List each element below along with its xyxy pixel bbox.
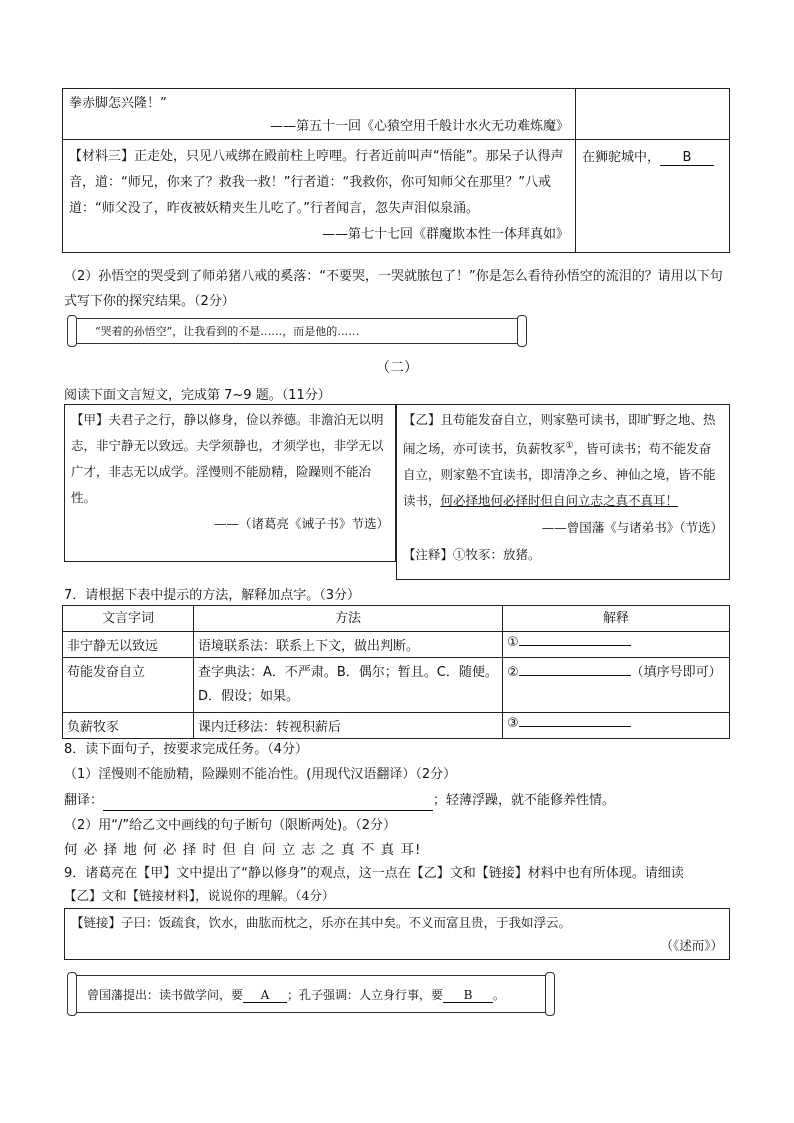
question-8-title: 8．读下面句子，按要求完成任务。（4分）: [64, 742, 309, 757]
q7-mark-2: ②: [507, 665, 519, 680]
material-row1-text: 拳赤脚怎兴隆！”: [69, 96, 167, 111]
q7-word-3: 负薪牧豕: [63, 713, 194, 739]
passage-jia-source: ——（诸葛亮《诫子书》节选）: [213, 516, 389, 531]
scroll-mid: ；孔子强调：人立身行事，要: [287, 988, 444, 1002]
translate-label: 翻译：: [64, 793, 104, 808]
q7-answer-3[interactable]: [503, 713, 730, 739]
scroll-blank-b[interactable]: B: [443, 988, 493, 1003]
material-row2-left: [63, 140, 576, 253]
question-8-sub1: （1）淫慢则不能励精，险躁则不能冶性。(用现代汉语翻译）（2分）: [64, 767, 457, 782]
answer-prefix: 在狮驼城中，: [582, 150, 661, 165]
question-9-title-1: 9．诸葛亮在【甲】文中提出了“静以修身”的观点，这一点在【乙】文和【链接】材料中也有所体现。请细读: [64, 866, 684, 881]
section-heading: （二）: [376, 360, 418, 376]
scroll-prefix: 曾国藩提出：读书做学问，要: [87, 988, 244, 1002]
q7-method-1: 语境联系法：联系上下文，做出判断。: [194, 632, 503, 658]
sentence-to-punctuate: 何 必 择 地 何 必 择 时 但 自 问 立 志 之 真 不 真 耳!: [64, 842, 422, 858]
passage-jia-text: 【甲】夫君子之行，静以修身，俭以养德。非澹泊无以明志，非宁静无以致远。夫学须静也，才须学也，非学无以广才，非志无以成学。淫慢则不能励精，险躁则不能冶性。: [71, 412, 384, 505]
material-row2-right: [576, 140, 730, 253]
scroll-blank-a[interactable]: A: [243, 988, 287, 1003]
q7-header-word: 文言字词: [63, 606, 194, 632]
note-mark: ①: [565, 441, 574, 451]
material-row1-left: [63, 89, 576, 140]
passage-yi-source: ——曾国藩《与诸弟书》（节选）: [541, 520, 723, 536]
table-row: [63, 713, 730, 739]
passage-yi-underlined: 何必择地何必择时但自问立志之真不真耳！: [440, 493, 679, 509]
material-row1-source: ——第五十一回《心猿空用千般计水火无功难炼魔》: [269, 119, 569, 134]
table-row: [63, 632, 730, 658]
q7-header-explain: 解释: [503, 606, 730, 632]
question-2-text: （2）孙悟空的哭受到了师弟猪八戒的奚落：“不要哭，一哭就脓包了！”你是怎么看待孙悟空的流泪的？请用以下句式写下你的探究结果。（2分）: [64, 269, 723, 309]
question-9-title-2: 【乙】文和【链接材料】，说说你的理解。（4分）: [64, 888, 335, 903]
question-8-sub2: （2）用“/”给乙文中画线的句子断句（限断两处)。（2分）: [64, 818, 396, 833]
material-three-text: 【材料三】正走处，只见八戒绑在殿前柱上哼哩。行者近前叫声“悟能”。那呆子认得声音，道：“师兄，你来了？救我一救！”行者道：“我救你，你可知师父在那里？”八戒道：“师父没了，昨夜被妖精夹生儿吃了。”行者闻言，忽失声泪似泉涌。: [69, 149, 564, 216]
passage-yi-text-2: ，皆可读书；苟不能发奋自立，则家塾不宜读书，即清净之乡、神仙之境，皆不能读书，: [403, 441, 716, 509]
q7-method-3: 课内迁移法：转视积薪后: [194, 713, 503, 739]
answer-blank-b[interactable]: B: [660, 150, 714, 166]
q7-header-method: 方法: [194, 606, 503, 632]
question-7-title: 7．请根据下表中提示的方法，解释加点字。（3分）: [64, 588, 361, 603]
passage-yi-text-1: 【乙】且苟能发奋自立，则家塾可读书，即旷野之地、热闹之场，亦可读书，负薪牧豕: [403, 412, 716, 457]
section-intro: 阅读下面文言短文，完成第 7~9 题。（11分）: [64, 388, 331, 403]
material-row1-right: [576, 89, 730, 140]
link-material-text: 【链接】子曰：饭疏食，饮水，曲肱而枕之，乐亦在其中矣。不义而富且贵，于我如浮云。: [71, 915, 572, 930]
answer-scroll-q2[interactable]: [72, 318, 522, 344]
translate-line: [64, 789, 615, 811]
q7-method-2: 查字典法：A．不严肃。B．偶尔；暂且。C．随便。D．假设；如果。: [194, 658, 503, 713]
q7-answer-2[interactable]: [503, 658, 730, 713]
link-material-source: （《述而》）: [660, 938, 723, 953]
translate-tail: ；轻薄浮躁，就不能修养性情。: [433, 793, 616, 808]
q7-mark-1: ①: [507, 635, 519, 650]
passage-jia: [64, 404, 396, 562]
table-row: [63, 658, 730, 713]
passage-yi-note: 【注释】①牧豕：放猪。: [403, 547, 541, 563]
passage-yi: [396, 404, 730, 580]
scroll-end: 。: [493, 988, 506, 1002]
answer-scroll-q9[interactable]: [72, 975, 550, 1013]
q7-answer-1[interactable]: [503, 632, 730, 658]
q7-mark-3: ③: [507, 716, 519, 731]
material-table: [62, 88, 730, 253]
link-material-box: [64, 908, 730, 960]
q7-extra-2: （填序号即可）: [630, 665, 722, 680]
q7-word-1: 非宁静无以致远: [63, 632, 194, 658]
translate-blank[interactable]: [103, 795, 433, 811]
q7-word-2: 苟能发奋自立: [63, 658, 194, 713]
q7-table: [62, 605, 730, 739]
scroll-template-text: “哭着的孙悟空”，让我看到的不是……，而是他的……: [95, 325, 360, 338]
material-three-source: ——第七十七回《群魔欺本性一体拜真如》: [321, 227, 569, 242]
